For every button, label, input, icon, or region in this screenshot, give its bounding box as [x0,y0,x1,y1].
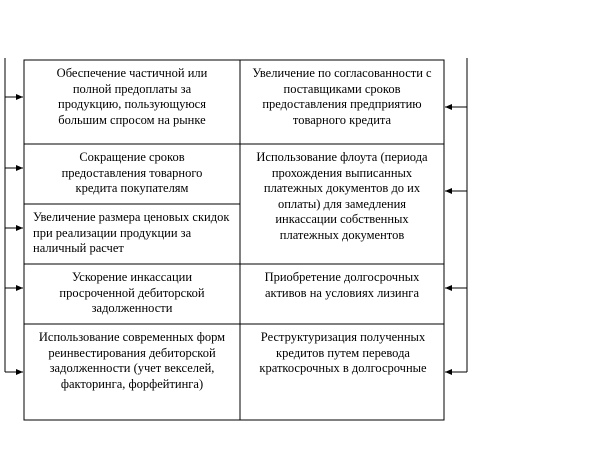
left-cell-1: Обеспечение частичной или полной предоплаты за продукцию, пользующуюся большим спросом на рынке [56,66,208,127]
left-cell-2: Сокращение сроков предоставления товарного кредита покупателям [61,150,203,196]
right-cell-4: Реструктуризация полученных кредитов путем перевода краткосрочных в долгосрочные [259,330,427,376]
right-cell-2: Использование флоута (периода прохождения выписанных платежных документов до их оплаты) для замедления инкассации собственных платежных документов [256,150,428,242]
right-cell-1: Увеличение по согласованности с поставщиками сроков предоставления предприятию товарного кредита [252,66,432,127]
left-cell-4: Ускорение инкассации просроченной дебиторской задолженности [59,270,205,316]
right-cell-3: Приобретение долгосрочных активов на условиях лизинга [264,270,420,300]
left-cell-3: Увеличение размера ценовых скидок при реализации продукции за наличный расчет [33,210,230,256]
left-cell-5: Использование современных форм реинвестирования дебиторской задолженности (учет векселей, факторинга, форфейтинга) [38,330,226,391]
